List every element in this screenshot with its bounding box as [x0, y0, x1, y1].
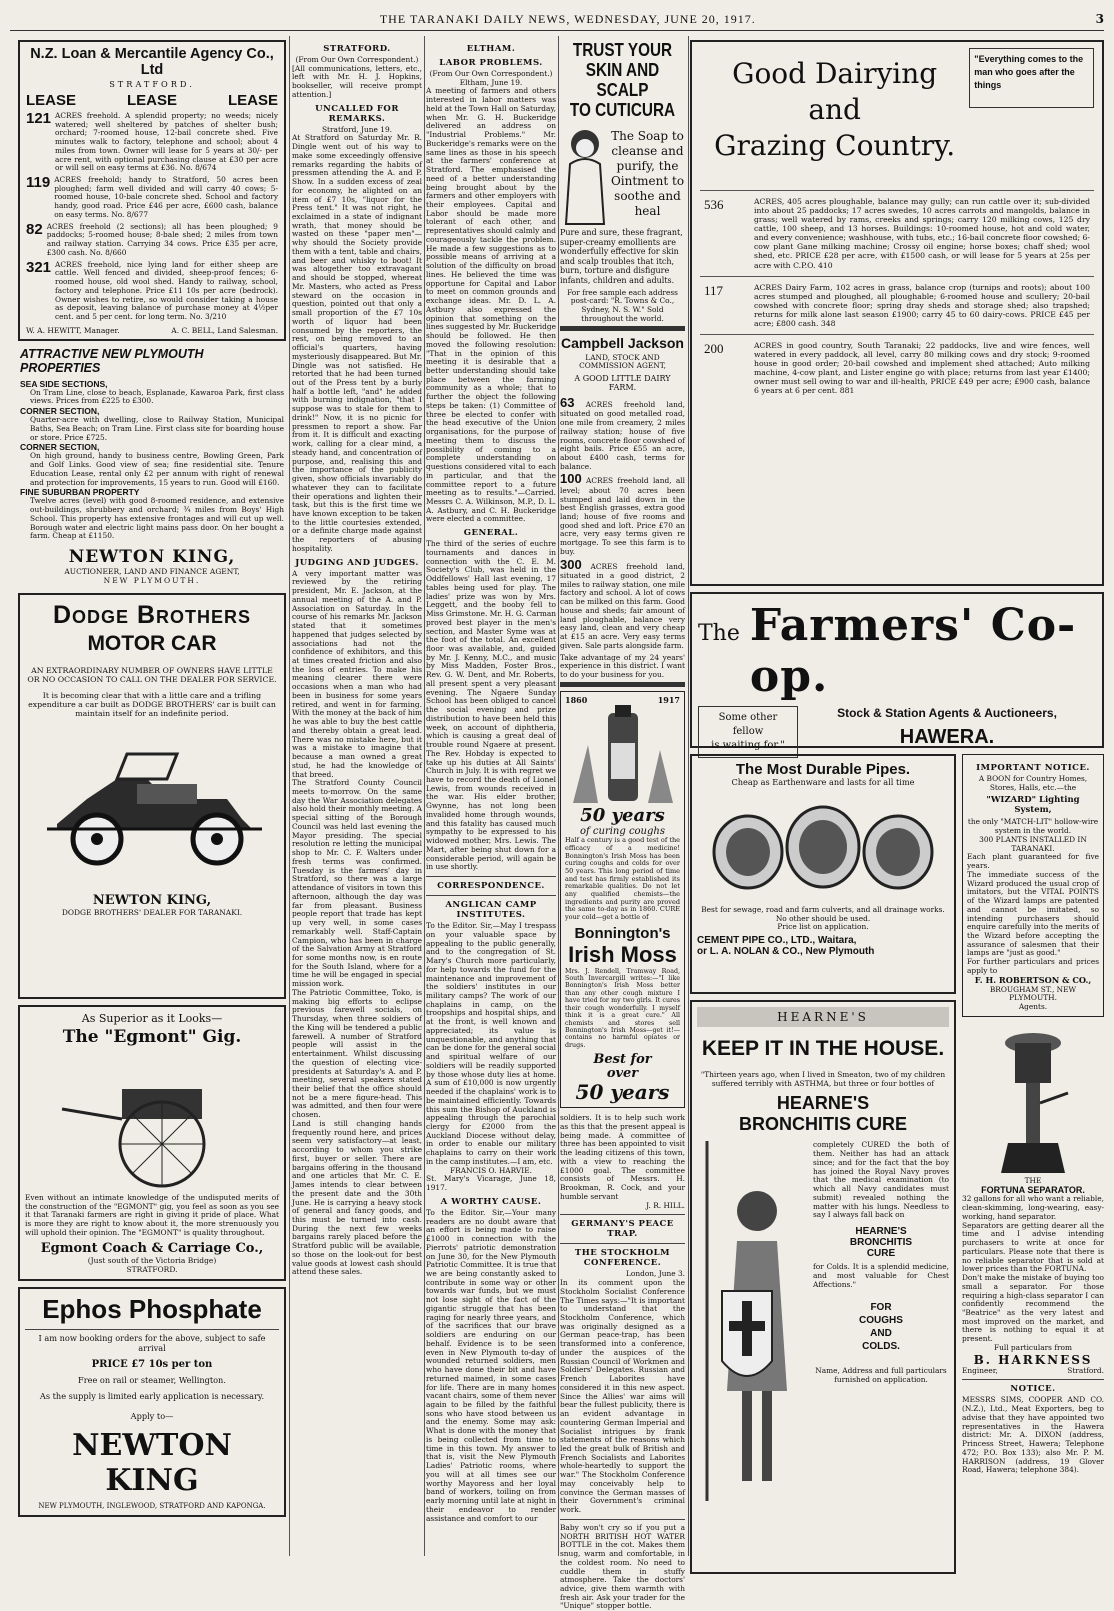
column-1	[18, 40, 286, 1523]
eltham-head: ELTHAM.	[466, 44, 516, 54]
column-divider	[289, 36, 290, 1556]
masthead	[10, 8, 1104, 31]
column-5	[690, 40, 1104, 1580]
agent-name: NEWTON KING,	[68, 547, 236, 568]
cj-title: Campbell Jackson	[561, 334, 684, 351]
cement-pipes-ad: The Most Durable Pipes. Cheap as Earthenware and lasts for all time Best for sewage, road and farm culverts, and all drainage works. No other should be used. Price list on application. CEMENT PIPE CO., LTD., Waitara, or L. A. NOLAN & CO., New Plymouth	[690, 754, 956, 994]
dodge-brothers-ad: Dodge Brothers MOTOR CAR AN EXTRAORDINARY NUMBER OF OWNERS HAVE LITTLE OR NO OCCASION TO CALL ON THE DEALER FOR SERVICE. It is becoming clear that with a little care and a trifling expenditure a car built as DODGE BROTHERS' car is built can maintain itself for an indefinite period. NEWTON KING, DODGE BROTHERS' DEALER FOR TARANAKI.	[18, 593, 286, 999]
pipes-title: The Most Durable Pipes.	[735, 761, 911, 778]
listing: 121 ACRES freehold. A splendid property; no weeds; nicely watered; well sheltered by patches of shelter bush; orchard; 7-roomed house, 12-bail concrete shed. Five minutes walk to factory, telephone and school; about 4 miles from town. Owner will lease for 5 years at 30/- per acre rent, with optional purchasing clause at £30 per acre or will sell on easy terms at £36. No. 8/674	[26, 109, 278, 173]
dodge-dealer: NEWTON KING,	[92, 892, 212, 908]
nz-loan-place: STRATFORD.	[109, 79, 195, 89]
listing: 321 ACRES freehold, nice lying land for either sheep are cattle. Well fenced and divided, sheep-proof fences; 6-roomed house, old wool shed. Handy to railway, school, factory and telephone. Price £11 10s per acre (bedrock). Owner wishes to retire, so would consider taking a house as deposit, leaving balance of purchase money at 4½per cent. and 5 per cent. for long term. No. 3/210	[26, 258, 278, 321]
stratford-head: STRATFORD.	[323, 44, 391, 54]
manager: W. A. HEWITT, Manager.	[26, 325, 120, 335]
pipes-illustration	[703, 792, 943, 902]
dairy-quote: "Everything comes to the man who goes after the things	[969, 48, 1094, 108]
new-plymouth-properties-ad: ATTRACTIVE NEW PLYMOUTH PROPERTIES SEA SIDE SECTIONS, On Tram Line, close to beach, Esplanade, Kawaroa Park, first class views. Prices from £225 to £300. CORNER SECTION, Quarter-acre with dwelling, close to Railway Station, Municipal Baths, Sea Beach; on Tram Line. First class site for boarding house or store. Price £725. CORNER SECTION, On high ground, handy to business centre, Bowling Green, Park and Golf Links. Good view of sea; fine residential site. Tenure Education Lease, rental only £2 per annum with right of renewal and protection for improvements, 15 years to run. Good will £160. FINE SUBURBAN PROPERTY Twelve acres (level) with good 8-roomed residence, and extensive out-buildings, shrubbery and orchard; ¾ miles from Boys' High School. This property has extensive frontages and will cut up well. Borough water and electric light mains pass door. On her bought a farm. Cheap at £1150. NEWTON KING, AUCTIONEER, LAND AND FINANCE AGENT, NEW PLYMOUTH.	[20, 346, 284, 586]
woman-illustration	[560, 124, 610, 224]
car-illustration	[27, 729, 277, 879]
column-3: ELTHAM. LABOR PROBLEMS. (From Our Own Correspondent.) Eltham, June 19. A meeting of farmers and others interested in labor matters was held at the Town Hall on Saturday, when Mr. G. H. Buckeridge delivered an address on "Industrial Problems." Mr. Buckeridge's remarks were on the same lines as those in his speech at the farmers' conference at Stratford. The emphasised the need of a better understanding being brought about by the farmers and other employers with their employees. Capital and Labor should be made more tolerant of each other, and representatives should calmly and courageously tackle the problem. He made a few suggestions as to possible means of arriving at a solution of the difficulty on broad lines. He believed the time was opportune for Capital and Labor to meet on common grounds and exchange ideas. Mr. D. L. A. Astbury also expressed the opinion that something on the lines suggested by Mr. Buckeridge should be followed. He then moved the following resolution: "That in the opinion of this meeting it is desirable that a better understanding should take place between the farming community as a whole; that to further the object the following steps be taken: (1) Committee of three be elected to confer with the head executive of the Union organisations, for the purpose of meeting them to discuss the possibility of coming to a complete understanding on questions considered vital to each in particular, and that the committee report to a future meeting as to results."—Carried. Messrs C. A. Wilkinson, M.P., D. L. A. Astbury, and C. H. Buckeridge were elected a committee. GENERAL. The third of the series of euchre tournaments and dances in connection with the C. E. M. Society's Club, was held in the Oddfellows' Hall last evening, 17 tables being used for play. The ladies' prize was won by Mrs. Leggett, and the booby fell to Miss Grimstone. Mr. H. G. Carman proved best player in the men's section, and Master Syme was at the foot of the total. An excellent floor was available, and, guided by Mr. J. Kenny, M.C., and music by Miss Madden, Foster Bros., Rev. G. W. Dent, and Mr. Roberts, all present spent a very pleasant evening. The Ngaere Sunday School has been obliged to cancel the social evening and prize distribution to have been held this week, on account of diphtheria, which is causing a great deal of trouble round Ngaere at present. The Rev. Hobday is expected to take up his duties at All Saints' Church in July. It is with regret we have to record the death of Lionel Lewis, from wounds received in the war. His elder brother, Gwynne, has not long been invalided home through wounds, and this fatality has caused much sympathy to be expressed to his widowed mother, Mrs. Lewis. The Mart, after being shut down for a considerable period, will again be in use shortly. CORRESPONDENCE. ANGLICAN CAMP INSTITUTES. To the Editor. Sir,—May I trespass on your valuable space by appealing to the public generally, and to the congregation of St. Mary's Church more particularly, for help towards the fund for the maintenance and improvement of the soldiers' institutes in our military camps? The work of our chaplains in camp, on the troopships and hospital ships, and at the front, is well known and appreciated; its value is unquestionable, and anything that can be done for the general social and spiritual welfare of our soldiers will be readily supported by those whose duty lies at home. A sum of £10,000 is now urgently needed if the chaplains' work is to be maintained efficiently. Towards this sum the Bishop of Auckland is appealing through the parochial clergy for £2000 from the Auckland Diocese without delay, in order to enable our military chaplains to carry on their work in the camp institutes.—I am, etc. FRANCIS O. HARVIE. St. Mary's Vicarage, June 18, 1917. A WORTHY CAUSE. To the Editor. Sir,—Your many readers are no doubt aware that an effort is being made to raise £1000 in connection with the Pierrots' patriotic demonstration on June 30, for the New Plymouth Patriotic Committee. It is true that we are being constantly asked to contribute in some way or other towards war funds, but we must not lose sight of the fact of the gigantic struggle that has been raging for nearly three years, and of the sacrifices that our brave soldiers are enduring on our behalf. Evidence is to be seen even in New Plymouth to-day of wounded returned soldiers, men who have done their bit and have returned maimed, in some cases for life. There are in many homes vacant chairs, some of them never again to be filled by the faithful sons who have stood between us and the enemy. Some may ask: What is done with the money that is being collected from time to time in this town. My answer to that is, visit the New Plymouth Ladies' Patriotic rooms, where you will at all times see our worthy Mayoress and her loyal band of workers, toiling on from early morning until late at night in their endeavor to render assistance and comfort to our	[426, 44, 556, 1523]
column-divider	[424, 36, 425, 1556]
salesman: A. C. BELL, Land Salesman.	[171, 325, 278, 335]
listing: 119 ACRES freehold; handy to Stratford, 50 acres been ploughed; farm well divided and will carry 40 cows; 5-roomed house, 10-bale concrete shed. School and factory handy, good road. Price £46 per acre, £600 cash, balance on easy terms. No. 8/677	[26, 173, 278, 219]
column-4: TRUST YOUR SKIN AND SCALP TO CUTICURA The Soap to cleanse and purify, the Ointment to soothe and heal Pure and sure, these fragrant, super-creamy emollients are wonderfully effective for skin and scalp troubles that itch, burn, torture and disfigure infants, children and adults. For free sample each address post-card: "R. Towns & Co., Sydney, N. S. W." Sold throughout the world. Campbell Jackson LAND, STOCK AND COMMISSION AGENT, A GOOD LITTLE DAIRY FARM. 63 ACRES freehold land, situated on good metalled road, one mile from creamery, 2 miles railway station; house of five rooms, concrete floor cowshed of eight bails. Price £55 an acre, about £400 cash, terms for balance. 100 ACRES freehold land, all level; about 70 acres been stumped and laid down in the best English grasses, extra good land; house of five rooms and good shed and loft. Price £70 an acre, very easy terms given re mortgage. To see this farm is to buy. 300 ACRES freehold land, situated in a good district, 2 miles to railway station, one mile factory and school. A lot of cows can be milked on this farm. Good house and sheds; fair amount of land ploughable, balance very easy land, clean and very cheap at £15 an acre. Very easy terms given. Sale parts alongside farm. Take advantage of my 24 years' experience in this district. I want to do your business for you. 1860 1917 50 years of curing coughs Half a century is a good test of the efficacy of a medicine! Bonnington's Irish Moss has been curing coughs and colds for over 50 years. This long period of time and test has firmly established its remarkable qualities. Do not let any qualified chemists—the ingredients and purity are proved the same to-day as in 1860. CURE your cold—get a bottle of Bonnington's Irish Moss Mrs. J. Rendell, Tramway Road, South Invercargill writes:—"I like Bonnington's Irish Moss better than any other cough mixture I have tried for my two girls. It cures their cough wonderfully. I myself think it is a great cure." All chemists and stores sell Bonnington's Irish Moss—get it!—contains no harmful opiates or drugs. Best for over 50 years soldiers. It is to help such work as this that the present appeal is being made. A committee of three has been appointed to visit the leading citizens of this town, with a view to reaching the £1000 goal. The committee consists of Messrs. H. Brookman, R. Cock, and your humble servant J. R. HILL. GERMANY'S PEACE TRAP. THE STOCKHOLM CONFERENCE. London, June 3. In its comment upon the Stockholm Socialist Conference The Times says:—"It is important to understand that the Stockholm Conference, which was originally designed as a German peace-trap, has been transformed into a conference, under the auspices of the Russian Council of Workmen and Soldiers' Delegates. Russian and French Laborites have considered it in this new aspect. Since the Allies' war aims will bear the fullest publicity, there is an evident advantage in countering German Imperial and Socialist intrigues by frank statements of the reasons which led the great bulk of British and French Socialists and Laborites whole-heartedly to support the war." The Stockholm Conference may conceivably help to convince the German masses of their Government's criminal work. Baby won't cry so if you put a NORTH BRITISH HOT WATER BOTTLE in the cot. Makes them snug, warm and comfortable, in the coldest room. No need to cuddle them in stuffy atmosphere. Take the doctors' advice, give them warmth with fresh air. Ask your trader for the "Unique" stopper bottle.	[560, 40, 685, 1611]
sims-cooper-notice: NOTICE. MESSRS SIMS, COOPER AND CO. (N.Z.), Ltd., Meat Exporters, beg to advise that they have appointed two representatives in the Hawera district: Mr. A. DIXON (address, Princess Street, Hawera; Telephone 472; P.O. Box 133); also Mr. P. M. HARRISON (address, 19 Glover Road, Hawera; telephone 384).	[962, 1384, 1104, 1475]
dodge-sub: MOTOR CAR	[87, 632, 217, 656]
column-divider	[558, 36, 559, 1556]
gig-illustration	[52, 1049, 252, 1194]
good-dairying-ad: Good Dairying and Grazing Country. "Everything comes to the man who goes after the things 536 ACRES, 405 acres ploughable, balance may gully; can run cattle over it; sub-divided into about 25 paddocks; 17 acres swedes, 10 acres carrots and mangolds, balance in grass; well watered by rams, creeks and springs; carry 120 milking cows, 125 dry cattle, 100 sheep, and 13 horses. Buildings: 10-roomed house, hot and cold water, and every convenience; washhouse, with tubs, etc.; 16-bail concrete floor cowshed; 6-cow plant Gane milking machine; Crossy oil engine; horse boxes; chaff shed; wool shed, etc. PRICE £28 per acre, with £1500 cash, or will lease for 5 years at 25s per acre with C.P.O. 410 117 ACRES Dairy Farm, 102 acres in grass, balance crop (turnips and roots); about 100 acres stumped and ploughed, all ploughable; 6-roomed house and scullery; 20-bail cowshed with concrete floor; spring dray sheds and storage shed; also trapshed; returns for milk alone last season £1900; carry 45 to 60 dairy-cows. PRICE £45 per acre; £800 cash. 348 200 ACRES in good country, South Taranaki; 22 paddocks, live and wire fences, well watered in every paddock, all level, carry 80 milking cows and dry stock; 9-roomed house in good order; 20-bail cowshed and implement shed attached; Auto milking machine, 4-cow plant, and Lister engine go with place; returns from last year £1400; owner must sell owing to war and ill-health, PRICE £49 per acre; £900 cash, balance 6 years at 6 per cent. 881	[690, 40, 1104, 586]
dodge-title: Dodge Brothers	[52, 601, 252, 630]
wizard-notice: IMPORTANT NOTICE. A BOON for Country Homes, Stores, Halls, etc.—the "WIZARD" Lighting System, the only "MATCH-LIT" hollow-wire system in the world. 300 PLANTS INSTALLED IN TARANAKI. Each plant guaranteed for five years. The immediate success of the Wizard produced the usual crop of imitators, but the VITAL POINTS of the Wizard lamps are patented and cannot be imitated, so intending purchasers should enquire carefully into the merits of the Wizard before accepting the assurance of salesmen that their lamps are "just as good." For further particulars and prices apply to F. H. ROBERTSON & CO., BROUGHAM ST., NEW PLYMOUTH. Agents.	[962, 754, 1104, 1017]
ephos-title: Ephos Phosphate	[42, 1293, 262, 1324]
column-divider	[688, 36, 689, 1556]
lease-label: LEASE	[26, 91, 77, 109]
ephos-phosphate-ad: Ephos Phosphate I am now booking orders for the above, subject to safe arrival PRICE £7 10s per ton Free on rail or steamer, Wellington. As the supply is limited early application is necessary. Apply to— NEWTON KING NEW PLYMOUTH, INGLEWOOD, STRATFORD AND KAPONGA.	[18, 1287, 286, 1517]
newspaper-title: THE TARANAKI DAILY NEWS, WEDNESDAY, JUNE 20, 1917.	[379, 11, 756, 26]
gig-title: The "Egmont" Gig.	[62, 1027, 242, 1048]
bonningtons-ad: 1860 1917 50 years of curing coughs Half a century is a good test of the efficacy of a medicine! Bonnington's Irish Moss has been curing coughs and colds for over 50 years. This long period of time and test has firmly established its remarkable qualities. Do not let any qualified chemists—the ingredients and purity are proved the same to-day as in 1860. CURE your cold—get a bottle of Bonnington's Irish Moss Mrs. J. Rendell, Tramway Road, South Invercargill writes:—"I like Bonnington's Irish Moss better than any other cough mixture I have tried for my two girls. It cures their cough wonderfully. I myself think it is a great cure." All chemists and stores sell Bonnington's Irish Moss—get it!—contains no harmful opiates or drugs. Best for over 50 years	[560, 691, 685, 1108]
ephos-name: NEWTON KING	[72, 1427, 232, 1498]
egmont-gig-ad: As Superior as it Looks— The "Egmont" Gig. Even without an intimate knowledge of the undisputed merits of the construction of the "EGMONT" gig, you feel as soon as you see it that Taranaki farmers are right in giving it pride of place. What is more they are right to know about it, the more strenuously you will uphold their opinion. The "EGMONT" is quality throughout. Egmont Coach & Carriage Co., (Just south of the Victoria Bridge) STRATFORD.	[18, 1005, 286, 1281]
keep-it-title: KEEP IT IN THE HOUSE.	[701, 1037, 945, 1060]
hearnes-ad: HEARNE'S KEEP IT IN THE HOUSE. "Thirteen years ago, when I lived in Smeaton, two of my children suffered terribly with ASTHMA, but three or four bottles of HEARNE'S BRONCHITIS CURE completely CURED the both of them. Neither has had an attack since; and for the fact that the boy has joined the Royal Navy proves that the medical examination (to which all Navy candidates must submit) revealed nothing the matter with his lungs. Needless to say I always fall back on HEARNE'S BRONCHITIS CURE for Colds. It is a splendid medicine, and most valuable for Chest Affections." FOR COUGHS AND COLDS. Name, Address and full particulars furnished on application.	[690, 1000, 956, 1574]
gig-maker: Egmont Coach & Carriage Co.,	[40, 1240, 264, 1256]
campbell-jackson-ad: Campbell Jackson LAND, STOCK AND COMMISSION AGENT, A GOOD LITTLE DAIRY FARM. 63 ACRES freehold land, situated on good metalled road, one mile from creamery, 2 miles railway station; house of five rooms, concrete floor cowshed of eight bails. Price £55 an acre, about £400 cash, terms for balance. 100 ACRES freehold land, all level; about 70 acres been stumped and laid down in the best English grasses, extra good land; house of five rooms and good shed and loft. Price £70 an acre, very easy terms given re mortgage. To see this farm is to buy. 300 ACRES freehold land, situated in a good district, 2 miles to railway station, one mile factory and school. A lot of cows can be milked on this farm. Good house and sheds; fair amount of land ploughable, balance very easy land, clean and very cheap at £15 an acre. Very easy terms given. Sale parts alongside farm. Take advantage of my 24 years' experience in this district. I want to do your business for you.	[560, 334, 685, 680]
bottle-illustration	[568, 705, 678, 805]
knight-illustration	[697, 1141, 807, 1501]
farm-listing: 536 ACRES, 405 acres ploughable, balance may gully; can run cattle over it; sub-divided into about 25 paddocks; 17 acres swedes, 10 acres carrots and mangolds, balance in grass; well watered by rams, creeks and springs; carry 120 milking cows, 125 dry cattle, 100 sheep, and 13 horses. Buildings: 10-roomed house, hot and cold water, and every convenience; washhouse, with tubs, etc.; 16-bail concrete floor cowshed; 6-cow plant Gane milking machine; Crossy oil engine; horse boxes; chaff shed; wool shed, etc. PRICE £28 per acre, with £1500 cash, or will lease for 5 years at 25s per acre with C.P.O. 410	[700, 190, 1094, 276]
bon-brand: Bonnington's	[574, 924, 671, 942]
cuticura-ad: TRUST YOUR SKIN AND SCALP TO CUTICURA The Soap to cleanse and purify, the Ointment to soothe and heal Pure and sure, these fragrant, super-creamy emollients are wonderfully effective for skin and scalp troubles that itch, burn, torture and disfigure infants, children and adults. For free sample each address post-card: "R. Towns & Co., Sydney, N. S. W." Sold throughout the world.	[560, 40, 685, 323]
np-title: ATTRACTIVE NEW PLYMOUTH PROPERTIES	[20, 346, 204, 375]
nz-loan-title: N.Z. Loan & Mercantile Agency Co., Ltd	[30, 46, 274, 78]
nz-loan-ad	[18, 40, 286, 341]
fortuna-ad: THE FORTUNA SEPARATOR. 32 gallons for all who want a reliable, clean-skimming, long-wearing, easy-working, hand separator. Separators are getting dearer all the time and I advise intending purchasers to write at once for particulars. Please note that there is no reliable separator that is sold at lower prices than the FORTUNA. Don't make the mistake of buying too small a separator. For those requiring a high-class separator I can confidently recommend the "Beatrice" as the very latest and most improved on the market, and there is nothing to equal it at present. Full particulars from B. HARKNESS Engineer, Stratford.	[962, 1023, 1104, 1376]
farm-listing: 117 ACRES Dairy Farm, 102 acres in grass, balance crop (turnips and roots); about 100 acres stumped and ploughed, all ploughable; 6-roomed house and scullery; 20-bail cowshed with concrete floor; spring dray sheds and storage shed; also trapshed; returns for milk alone last season £1900; carry 45 to 60 dairy-cows. PRICE £45 per acre; £800 cash. 348	[700, 276, 1094, 334]
coop-title: Farmers' Co-op.	[749, 600, 1077, 702]
column-2: STRATFORD. (From Our Own Correspondent.) [All communications, letters, etc., left with Mr. H. J. Hopkins, bookseller, will receive prompt attention.] UNCALLED FOR REMARKS. Stratford, June 19. At Stratford on Saturday Mr. R. Dingle went out of his way to make some exceedingly offensive remarks regarding the habits of pressmen attending the A. and P. Show. In a sudden excess of zeal for economy, he alighted on an item of £7 10s, "liquor for the Press tent." It was not right, he exclaimed in a state of indignant wrath, that money should be wasted on these "paper men"—why should the Society provide them with a tent, table and chairs, and beer and whisky to boot! It was altogether too extravagant and should be stopped, whereat Mr. Masters, who acted as Press steward on the occasion in question, pointed out that only a small proportion of the £7 10s worth of liquor had been consumed by the reporters, the rest, on being removed to an official's quarters, having mysteriously disappeared. But Mr. Dingle was not satisfied. He retorted that he had been turned out of the Press tent by a burly half a bottle left, "and" he added with burning indignation, "that I suppose was to stale for them to drink!" Now, it is no picnic for pressmen to report a show. Far from it. It is difficult and exacting work, calling for a clear mind, a steady hand, and concentration of purpose, and, realising this and the importance of the publicity given, show officials invariably do whatever they can to facilitate their operations and lighten their task, but this is the first time we have known exception to be taken to the little courtesies extended, or a definite charge made against the reporters of abusing hospitality. JUDGING AND JUDGES. A very important matter was reviewed by the retiring president, Mr. E. Jackson, at the annual meeting of the A. and P. Association on Saturday. In the course of his remarks Mr. Jackson stated that it sometimes happened that judges selected by associations had not the confidence of exhibitors, and this at times created friction and also the loss of entries. To make his meaning clearer there were occasions when a man who had been in business for some years retired, and went in for farming. With the money at the back of him he was able to buy the best cattle and thereby obtain a great lead. There was no mistake here, but it was a mistake to imagine that because a man owned a great stud, he had the knowledge of that breed. The Stratford County Council meets to-morrow. On the same day the War Association delegates also hold their monthly meeting. A special sitting of the Borough Council was held last evening the Mayor presiding. The special resolution re letting the municipal shop to Mr. C. F. Walters under fresh terms was confirmed. Tuesday is the farmers' day in Stratford, so there was a large attendance of visitors in town this afternoon, although the day was far from pleasant. Business people report that trade has kept up very well, in some cases remarkably well. Staff-Captain Campion, who has been in charge of the Salvation Army at Stratford for some months now, is en route for the South Island, where for a time he will be engaged in special mission work. The Patriotic Committee, Toko, is making big efforts to eclipse previous farewell socials, on Thursday, when three soldiers of the King will be tendered a public farewell. A number of Stratford people will assist in the entertainment. Whilst discussing the question of electing vice-presidents at Saturday's A. and P. meeting, several speakers stated their belief that the office should not be a mere figure-head. This was admitted, and then four were chosen. Land is still changing hands frequently round here, and prices seem very satisfactory—at least, according to whom you strike first, buyer or seller. There are bargains offering in the thousand and one articles that Mr. C. E. James intends to clear between the present date and the 30th June. He is carrying a heavy stock of general and fancy goods, and this must be turned into cash. During the next few weeks bargains rarely placed before the Stratford public will be available, so those on the look-out for best value goods at lowest cash should attend these sales.	[292, 44, 422, 1277]
listing: 82 ACRES freehold (2 sections); all has been ploughed; 9 paddocks; 5-roomed house; 8-bale shed; 2 miles from town and railway station. Carrying 34 cows. Price £35 per acre, £300 cash. No. 8/660	[26, 220, 278, 257]
lease-label: LEASE	[227, 91, 278, 109]
separator-illustration	[993, 1023, 1073, 1173]
farm-listing: 200 ACRES in good country, South Taranaki; 22 paddocks, live and wire fences, well watered in every paddock, all level, carry 80 milking cows and dry stock; 9-roomed house in good order; 20-bail cowshed and implement shed attached; Auto milking machine, 4-cow plant, and Lister engine go with place; returns from last year £1400; owner must sell owing to war and ill-health, PRICE £49 per acre; £900 cash, balance 6 years at 6 per cent. 881	[700, 334, 1094, 401]
lease-label: LEASE	[126, 91, 177, 109]
farmers-coop-ad: The Farmers' Co-op. Some other fellow is waiting for." Stock & Station Agents & Auctioneers, HAWERA.	[690, 592, 1104, 748]
page-number: 3	[1095, 12, 1104, 26]
